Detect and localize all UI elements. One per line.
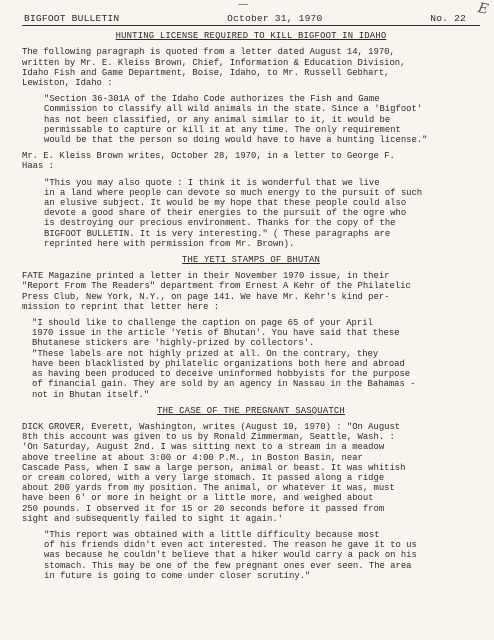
grover-comment-paragraph: "This report was obtained with a little difficulty because most of his friends didn't even act interested. The reason he gave it to us was because he couldn't believe that a hiker would carry a pack on his stomach. This may be one of the few pregnant ones ever seen. The area in future is going to come under closer scrutiny." [44,529,417,581]
kehr-letter-quote: "I should like to challenge the caption on page 65 of your April 1970 issue in the article 'Yetis of Bhutan'. You have said that these Bhutanese stickers are 'highly-prized by collectors'. "These labels are not highly prized at all. On the contrary, they have been blacklisted by philatelic organizations both here and abroad as having been produced to deceive uninformed hobbyists for the purpose of financial gain. They are sold by an agency in Nassau in the Bahamas - not in Bhutan itself." [32,318,416,400]
license-intro-paragraph: The following paragraph is quoted from a letter dated August 14, 1970, written by Mr. E. Kleiss Brown, Chief, Information & Education Division, Idaho Fish and Game Department, Boise, Idaho, to Mr. Russell Gebhart, Lewiston, Idaho : [22,47,406,89]
grover-account-paragraph: DICK GROVER, Everett, Washington, writes (August 10, 1970) : "On August 8th this account was given to us by Ronald Zimmerman, Seattle, Wash. : 'On Saturday, August 2nd. I was sitting next to a stream in a meadow above treeline at about 3:00 or 4:00 P.M., in Boston Basin, near Cascade Pass, when I saw a large person, animal or beast. It was whitish or cream colored, with a very large stomach. It passed along a ridge about 200 yards from my position. The animal, or whatever it was, must have been 6' or more in height or a little more, and weighed about 250 pounds. I observed it for 15 or 20 seconds before it passed from sight and subsequently failed to sight it again.' [22,421,406,524]
bulletin-title: BIGFOOT BULLETIN [24,13,120,24]
handwritten-mark: E [476,0,490,18]
page-mark [238,0,248,5]
sasquatch-section-title: THE CASE OF THE PREGNANT SASQUATCH [157,405,345,416]
issue-number: No. 22 [430,13,466,24]
brown-quote: "This you may also quote : I think it is wonderful that we live in a land where people can devote so much energy to the pursuit of such an elusive subject. It would be my hope that these people could also devote a good share of their energies to the pursuit of the ogre who is destroying our precious environment. Thanks for the copy of the BIGFOOT BULLETIN. It is very interesting." ( These paragraphs are reprinted here with permission from Mr. Brown). [44,177,423,249]
bulletin-date: October 31, 1970 [227,13,323,24]
brown-letter-paragraph: Mr. E. Kleiss Brown writes, October 28, 1970, in a letter to George F. Haas : [22,151,395,172]
idaho-code-quote: "Section 36-301A of the Idaho Code authorizes the Fish and Game Commission to classify all wild animals in the state. Since a 'Bigfoot' has not been classified, or any animal similar to it, it would be permissable to capture or kill it at any time. The only requirement would be that the person so doing would have to have a hunting license." [44,94,428,146]
fate-magazine-paragraph: FATE Magazine printed a letter in their November 1970 issue, in their "Report From The Readers" department from Ernest A Kehr of the Philatelic Press Club, New York, N.Y., on page 141. We have Mr. Kehr's kind per- mission to reprint that letter here : [22,271,411,312]
license-section-title: HUNTING LICENSE REQUIRED TO KILL BIGFOOT IN IDAHO [115,31,387,42]
bulletin-header [22,4,480,26]
yeti-section-title: THE YETI STAMPS OF BHUTAN [181,255,321,266]
